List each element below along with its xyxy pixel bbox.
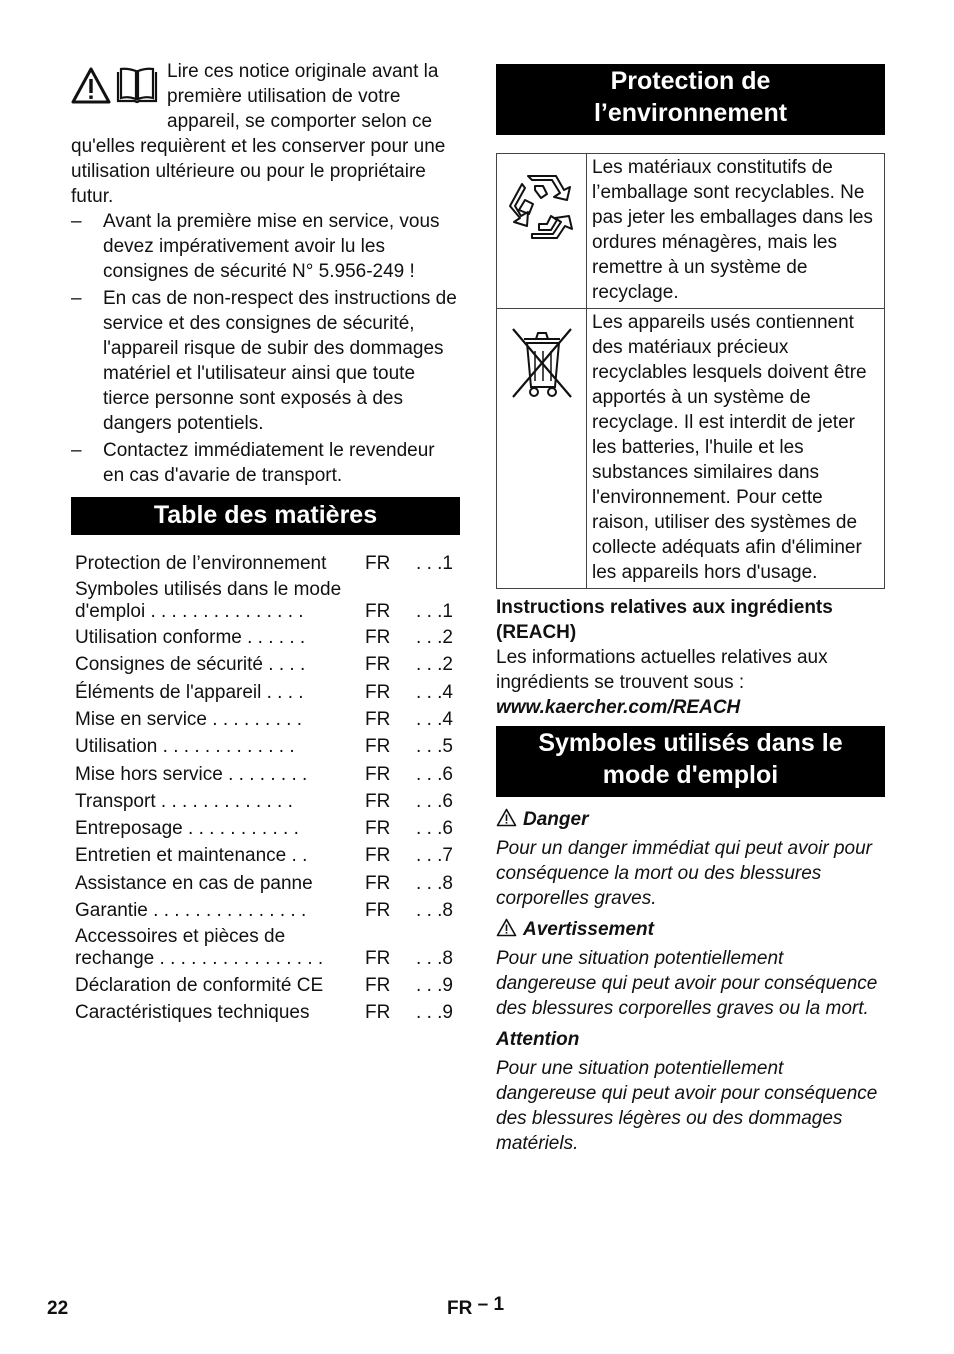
toc-lang: FR — [365, 736, 391, 757]
toc-lang: FR — [365, 791, 391, 812]
toc-lang: FR — [365, 900, 391, 921]
toc-lang: FR — [365, 845, 391, 866]
toc-row[interactable] — [75, 926, 460, 970]
toc-title: Mise en service . . . . . . . . . — [75, 709, 303, 730]
footer-lang-page — [447, 1294, 505, 1320]
env-text: Les appareils usés contiennent des matériaux précieux recyclables lesquels doivent être apportés à un système de recyclage. Il est interdit de jeter les batteries, l'huile et les substances similaires dans l'environnement. Pour cette raison, utiliser des systèmes de collecte adéquats afin d'éliminer les appareils hors d'usage. — [592, 312, 867, 583]
toc-lang: FR — [365, 873, 391, 894]
list-item-text: Avant la première mise en service, vous devez impérativement avoir lu les consignes de sécurité N° 5.956-249 ! — [103, 211, 440, 282]
toc-title: Caractéristiques techniques — [75, 1002, 310, 1023]
attention-label: Attention — [496, 1029, 580, 1050]
list-item-text: Contactez immédiatement le revendeur en cas d'avarie de transport. — [103, 440, 435, 486]
open-book-icon — [115, 67, 159, 105]
list-item — [71, 286, 460, 436]
table-row — [497, 309, 884, 588]
toc-row[interactable] — [75, 873, 460, 895]
toc-page: . . .2 — [416, 627, 453, 648]
toc-row[interactable] — [75, 736, 460, 758]
dash: – — [71, 211, 82, 232]
toc-page: . . .8 — [416, 900, 453, 921]
toc-title: Accessoires et pièces de rechange . . . . . . . . . . . . . . . . — [75, 926, 324, 969]
intro-icons — [71, 65, 161, 113]
toc-page: . . .7 — [416, 845, 453, 866]
symbols-heading: Symboles utilisés dans le mode d'emploi — [496, 726, 885, 797]
toc-page: . . .6 — [416, 764, 453, 785]
toc-page: . . .8 — [416, 873, 453, 894]
footer-sub-page: – 1 — [477, 1294, 505, 1315]
toc-title: Entreposage . . . . . . . . . . . — [75, 818, 299, 839]
toc-title: Utilisation . . . . . . . . . . . . . — [75, 736, 295, 757]
toc-page: . . .9 — [416, 1002, 453, 1023]
toc-lang: FR — [365, 1002, 391, 1023]
toc-lang: FR — [365, 627, 391, 648]
env-icon-cell — [497, 309, 587, 588]
danger-text: Pour un danger immédiat qui peut avoir pour conséquence la mort ou des blessures corporelles graves. — [496, 838, 873, 909]
warning-text: Pour une situation potentiellement dangereuse qui peut avoir pour conséquence des blessures corporelles graves ou la mort. — [496, 948, 878, 1019]
safety-list — [71, 209, 460, 490]
toc-title: Mise hors service . . . . . . . . — [75, 764, 308, 785]
toc-row[interactable] — [75, 627, 460, 649]
toc-title: Transport . . . . . . . . . . . . . — [75, 791, 293, 812]
env-text: Les matériaux constitutifs de l’emballage sont recyclables. Ne pas jeter les emballages dans les ordures ménagères, mais les remettre à un système de recyclage. — [592, 157, 873, 303]
toc-page: . . .8 — [416, 948, 453, 969]
toc-row[interactable] — [75, 845, 460, 867]
toc-lang: FR — [365, 975, 391, 996]
dash: – — [71, 440, 82, 461]
reach-link[interactable]: www.kaercher.com/REACH — [496, 697, 741, 718]
toc-lang: FR — [365, 601, 391, 622]
toc-row[interactable] — [75, 818, 460, 840]
warning-triangle-icon — [496, 918, 517, 937]
environment-table — [496, 153, 885, 589]
toc-title: Assistance en cas de panne — [75, 873, 313, 894]
toc-row[interactable] — [75, 553, 460, 575]
toc-row[interactable] — [75, 1002, 460, 1024]
environment-heading: Protection de l’environnement — [496, 64, 885, 135]
toc-row[interactable] — [75, 682, 460, 704]
toc-title: Garantie . . . . . . . . . . . . . . . — [75, 900, 307, 921]
intro-text: Lire ces notice originale avant la première utilisation de votre appareil, se comporter selon ce qu'elles requièrent et les conserver pour une utilisation ultérieure ou pour le propriétaire futur. — [71, 61, 446, 207]
crossed-bin-icon — [509, 325, 575, 401]
warning-triangle-icon — [71, 67, 111, 105]
recycle-icon — [505, 170, 579, 244]
toc-lang: FR — [365, 818, 391, 839]
list-item — [71, 438, 460, 488]
toc-page: . . .4 — [416, 682, 453, 703]
toc-lang: FR — [365, 948, 391, 969]
toc-title: Entretien et maintenance . . — [75, 845, 308, 866]
toc-page: . . .9 — [416, 975, 453, 996]
page-number: 22 — [47, 1298, 69, 1319]
symbols-section — [496, 807, 885, 1162]
toc-row[interactable] — [75, 709, 460, 731]
toc-lang: FR — [365, 654, 391, 675]
toc-row[interactable] — [75, 764, 460, 786]
toc-heading: Table des matières — [71, 497, 460, 535]
list-item-text: En cas de non-respect des instructions de service et des consignes de sécurité, l'appareil risque de subir des dommages matériel et l'utilisateur ainsi que toute tierce personne sont exposés à des dangers potentiels. — [103, 288, 457, 434]
toc-lang: FR — [365, 764, 391, 785]
intro — [71, 59, 460, 209]
reach-text: Les informations actuelles relatives aux ingrédients se trouvent sous : — [496, 647, 828, 693]
warning-label — [496, 917, 885, 942]
attention-text: Pour une situation potentiellement dangereuse qui peut avoir pour conséquence des blessures légères ou des dommages matériels. — [496, 1058, 878, 1154]
danger-label-text: Danger — [523, 809, 589, 830]
toc-page: . . .4 — [416, 709, 453, 730]
toc-lang: FR — [365, 682, 391, 703]
toc-row[interactable] — [75, 900, 460, 922]
toc-row[interactable] — [75, 654, 460, 676]
toc-title: Protection de l’environnement — [75, 553, 327, 574]
toc-title: Utilisation conforme . . . . . . — [75, 627, 306, 648]
toc-page: . . .5 — [416, 736, 453, 757]
toc-lang: FR — [365, 553, 391, 574]
danger-label — [496, 807, 885, 832]
toc-page: . . .1 — [416, 553, 453, 574]
toc-title: Symboles utilisés dans le mode d'emploi . . . . . . . . . . . . . . . — [75, 579, 342, 622]
toc-row[interactable] — [75, 579, 460, 623]
dash: – — [71, 288, 82, 309]
table-row — [497, 154, 884, 309]
footer-lang: FR — [447, 1298, 473, 1319]
toc-title: Consignes de sécurité . . . . — [75, 654, 306, 675]
env-icon-cell — [497, 154, 587, 308]
toc-page: . . .6 — [416, 818, 453, 839]
toc-page: . . .1 — [416, 601, 453, 622]
toc-row[interactable] — [75, 791, 460, 813]
toc-title: Éléments de l'appareil . . . . — [75, 682, 304, 703]
toc-page: . . .2 — [416, 654, 453, 675]
list-item — [71, 209, 460, 284]
toc-lang: FR — [365, 709, 391, 730]
toc-page: . . .6 — [416, 791, 453, 812]
toc-title: Déclaration de conformité CE — [75, 975, 324, 996]
warning-triangle-icon — [496, 808, 517, 827]
reach-title: Instructions relatives aux ingrédients (REACH) — [496, 597, 833, 643]
toc-row[interactable] — [75, 975, 460, 997]
warning-label-text: Avertissement — [523, 919, 654, 940]
reach-section — [496, 595, 885, 720]
